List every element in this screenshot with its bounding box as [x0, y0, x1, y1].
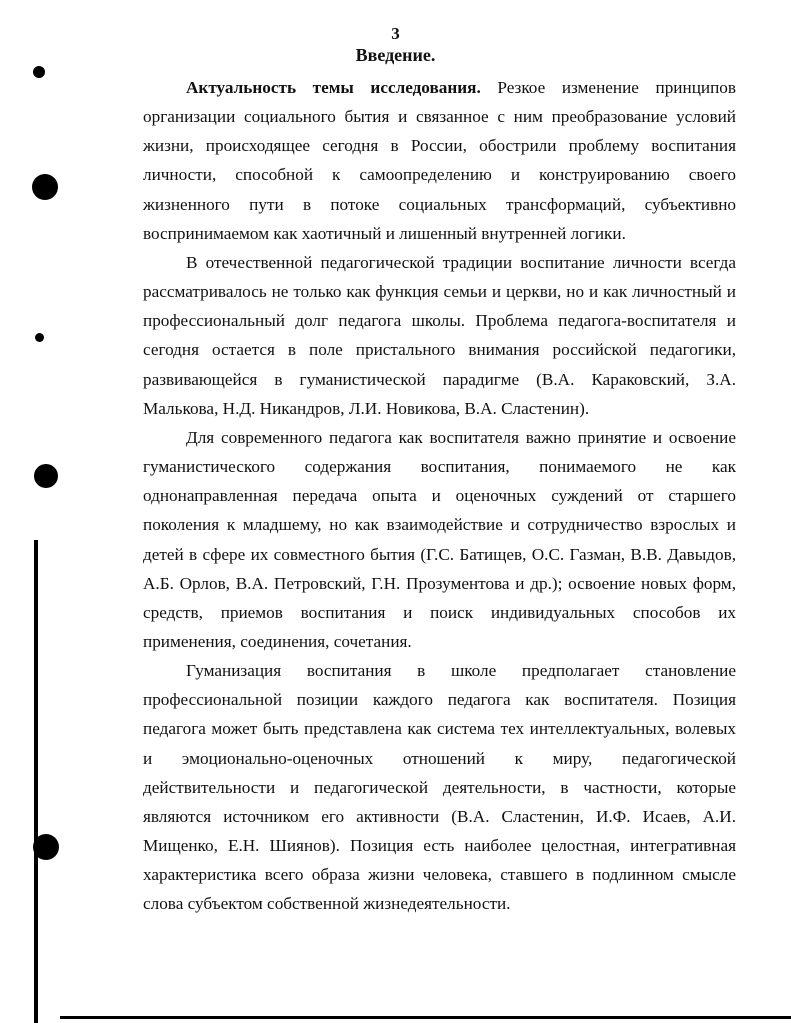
left-edge-shadow	[34, 540, 38, 1023]
binder-hole-4	[34, 464, 58, 488]
section-title: Введение.	[355, 45, 436, 65]
paragraph-2: В отечественной педагогической традиции воспитание личности всегда рассматривалось не только как функция семьи и церкви, но и как личностный и профессиональный долг педагога школы. Проблема педагога-воспитателя и сегодня остается в поле пристального внимания российской педагогики, развивающейся в гуманистической парадигме (В.А. Караковский, З.А. Малькова, Н.Д. Никандров, Л.И. Новикова, В.А. Сластенин).	[143, 252, 736, 418]
paragraph-3: Для современного педагога как воспитателя важно принятие и освоение гуманистического содержания воспитания, понимаемого не как однонаправленная передача опыта и оценочных суждений от старшего поколения к младшему, но как взаимодействие и сотрудничество взрослых и детей в сфере их совместного бытия (Г.С. Батищев, О.С. Газман, В.В. Давыдов, А.Б. Орлов, В.А. Петровский, Г.Н. Прозументова и др.); освоение новых форм, средств, приемов воспитания и поиск индивидуальных способов их применения, соединения, сочетания.	[143, 427, 736, 651]
page-number: 3	[391, 24, 400, 43]
body-text	[143, 73, 736, 919]
binder-hole-3	[35, 333, 44, 342]
bottom-edge-shadow	[60, 1016, 791, 1019]
paragraph-lead: Актуальность темы исследования.	[186, 78, 481, 97]
binder-hole-2	[32, 174, 58, 200]
binder-hole-1	[33, 66, 45, 78]
paragraph-4: Гуманизация воспитания в школе предполагает становление профессиональной позиции каждого педагога как воспитателя. Позиция педагога может быть представлена как система тех интеллектуальных, волевых и эмоционально-оценочных отношений к миру, педагогической действительности и педагогической деятельности, в частности, которые являются источником его активности (В.А. Сластенин, И.Ф. Исаев, А.И. Мищенко, Е.Н. Шиянов). Позиция есть наиболее целостная, интегративная характеристика всего образа жизни человека, ставшего в подлинном смысле слова субъектом собственной жизнедеятельности.	[143, 661, 736, 914]
paragraph-1	[143, 73, 736, 248]
paragraph-text: Резкое изменение принципов организации социального бытия и связанное с ним преобразование условий жизни, происходящее сегодня в России, обострили проблему воспитания личности, способной к самоопределению и конструированию своего жизненного пути в потоке социальных трансформаций, субъективно воспринимаемом как хаотичный и лишенный внутренней логики.	[143, 78, 736, 243]
